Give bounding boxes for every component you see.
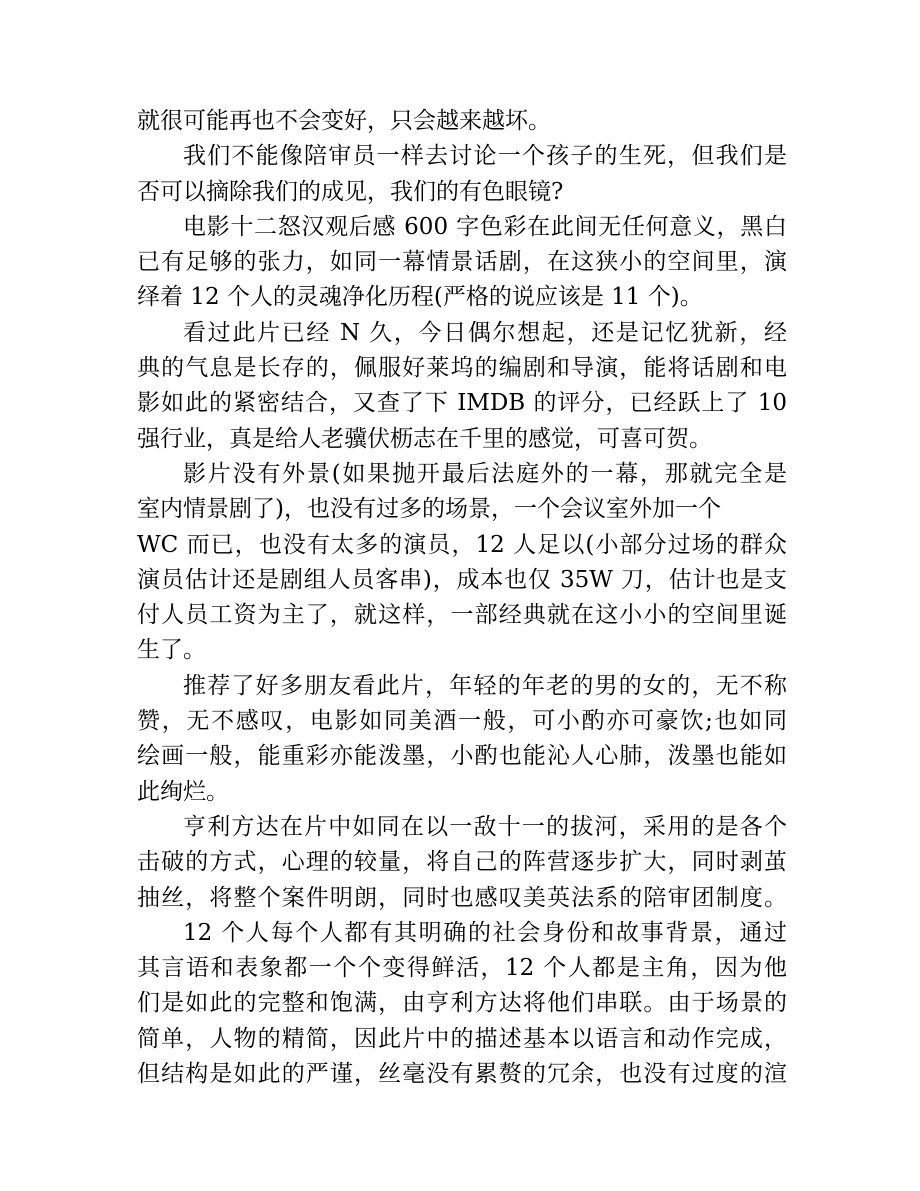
text-line: 抽丝，将整个案件明朗，同时也感叹美英法系的陪审团制度。 [137,884,787,911]
paragraph-first-line: 我们不能像陪审员一样去讨论一个孩子的生死，但我们是 [183,143,787,170]
text-line: 否可以摘除我们的成见，我们的有色眼镜? [137,178,564,205]
paragraph-first-line: 电影十二怒汉观后感 600 字色彩在此间无任何意义，黑白 [183,213,787,240]
text-line: 影如此的紧密结合，又查了下 IMDB 的评分，已经跃上了 10 [137,390,787,417]
text-line: 击破的方式，心理的较量，将自己的阵营逐步扩大，同时剥茧 [137,849,787,876]
paragraph-first-line: 亨利方达在片中如同在以一敌十一的拔河，采用的是各个 [183,813,787,840]
text-line: 其言语和表象都一个个变得鲜活，12 个人都是主角，因为他 [137,955,787,982]
text-line: 室内情景剧了)，也没有过多的场景，一个会议室外加一个 [137,496,721,523]
paragraph-first-line: 影片没有外景(如果抛开最后法庭外的一幕，那就完全是 [183,460,787,487]
text-line: 付人员工资为主了，就这样，一部经典就在这小小的空间里诞 [137,602,787,629]
paragraph-first-line: 看过此片已经 N 久，今日偶尔想起，还是记忆犹新，经 [183,319,787,346]
text-line: WC 而已，也没有太多的演员，12 人足以(小部分过场的群众 [137,531,787,558]
text-line: 们是如此的完整和饱满，由亨利方达将他们串联。由于场景的 [137,990,787,1017]
text-line: 演员估计还是剧组人员客串)，成本也仅 35W 刀，估计也是支 [137,566,787,593]
paragraph-first-line: 推荐了好多朋友看此片，年轻的年老的男的女的，无不称 [183,672,787,699]
body-text [137,104,787,1092]
text-line: 就很可能再也不会变好，只会越来越坏。 [137,108,551,134]
text-line: 生了。 [137,637,206,664]
text-line: 赞，无不感叹，电影如同美酒一般，可小酌亦可豪饮;也如同 [137,708,787,735]
text-line: 绎着 12 个人的灵魂净化历程(严格的说应该是 11 个)。 [137,284,703,311]
text-line: 已有足够的张力，如同一幕情景话剧，在这狭小的空间里，演 [137,249,787,276]
paragraph-first-line: 12 个人每个人都有其明确的社会身份和故事背景，通过 [183,919,787,946]
text-line: 强行业，真是给人老骥伏枥志在千里的感觉，可喜可贺。 [137,425,712,452]
text-line: 绘画一般，能重彩亦能泼墨，小酌也能沁人心肺，泼墨也能如 [137,743,787,770]
text-line: 此绚烂。 [137,778,229,805]
text-line: 但结构是如此的严谨，丝毫没有累赘的冗余，也没有过度的渲 [137,1061,787,1088]
text-line: 典的气息是长存的，佩服好莱坞的编剧和导演，能将话剧和电 [137,355,787,382]
text-line: 简单，人物的精简，因此片中的描述基本以语言和动作完成， [137,1025,787,1052]
